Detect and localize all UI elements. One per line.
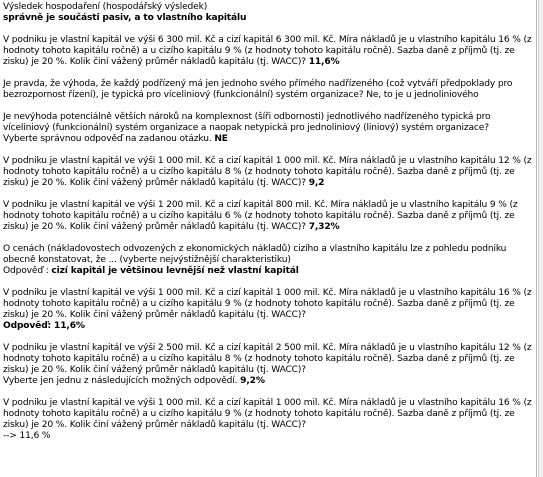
answer-4: 9,2	[308, 178, 325, 188]
header-line-2: správně je součásti pasiv, a to vlastního kapitálu	[3, 13, 247, 23]
answer-6: cizí kapitál je většinou levnější než vlastní kapitál	[51, 266, 299, 276]
question-9: V podniku je vlastní kapitál ve výši 1 000 mil. Kč a cizí kapitál 1 000 mil. Kč. Míra nákladů je u vlastního kapitálu 16 % (z hodnoty tohoto kapitálu ročně) a u cizího kapitálu 9 % (z hodnoty tohoto kapitálu ročně). Sazba daně z příjmů (tj. ze zisku) je 20 %. Kolik činí vážený průměr nákladů kapitálu (tj. WACC)?	[3, 398, 532, 430]
question-3: Je nevýhoda potenciálně větších nároků na komplexnost (šíři odbornosti) jednotlivého nadřízeného typická pro víceliniový (funkcionální) systém organizace a naopak netypická pro jednoliniový (liniový) systém organizace?	[3, 112, 491, 133]
question-3-prompt: Vyberte správnou odpověď na zadanou otázku. NE	[3, 134, 228, 144]
question-8-prompt: Vyberte jen jednu z následujících možných odpovědí. 9,2%	[3, 376, 265, 386]
question-6-answer: Odpověď : cizí kapitál je většinou levnější než vlastní kapitál	[3, 266, 299, 276]
question-6: O cenách (nákladovostech odvozených z ekonomických nákladů) cizího a vlastního kapitálu lze z pohledu podniku obecně konstatovat, že ... (vyberte nejvýstižnější charakteristiku)	[3, 244, 507, 265]
vertical-scrollbar[interactable]	[538, 0, 543, 477]
question-1: V podniku je vlastní kapitál ve výši 6 300 mil. Kč a cizí kapitál 6 300 mil. Kč. Míra nákladů je u vlastního kapitálu 16 % (z hodnoty tohoto kapitálu ročně) a u cizího kapitálu 9 % (z hodnoty tohoto kapitálu ročně). Sazba daně z příjmů (tj. ze zisku) je 20 %. Kolik činí vážený průměr nákladů kapitálu (tj. WACC)? 11,6%	[3, 35, 532, 67]
answer-7: Odpověď: 11,6%	[3, 321, 85, 331]
answer-1: 11,6%	[308, 57, 340, 67]
question-7: V podniku je vlastní kapitál ve výši 1 000 mil. Kč a cizí kapitál 1 000 mil. Kč. Míra nákladů je u vlastního kapitálu 16 % (z hodnoty tohoto kapitálu ročně) a u cizího kapitálu 9 % (z hodnoty tohoto kapitálu ročně). Sazba daně z příjmů (tj. ze zisku) je 20 %. Kolik činí vážený průměr nákladů kapitálu (tj. WACC)?	[3, 288, 532, 320]
question-8: V podniku je vlastní kapitál ve výši 2 500 mil. Kč a cizí kapitál 2 500 mil. Kč. Míra nákladů je u vlastního kapitálu 12 % (z hodnoty tohoto kapitálu ročně) a u cizího kapitálu 8 % (z hodnoty tohoto kapitálu ročně). Sazba daně z příjmů (tj. ze zisku) je 20 %. Kolik činí vážený průměr nákladů kapitálu (tj. WACC)?	[3, 343, 532, 375]
question-2: Je pravda, že výhoda, že každý podřízený má jen jednoho svého přímého nadřízeného (což vytváří předpoklady pro bezrozpornost řízení), je typická pro víceliniový (funkcionální) systém organizace? Ne, to je u jednoliniového	[3, 79, 513, 100]
answer-8: 9,2%	[240, 376, 265, 386]
answer-5: 7,32%	[308, 222, 340, 232]
question-5: V podniku je vlastní kapitál ve výši 1 200 mil. Kč a cizí kapitál 800 mil. Kč. Míra nákladů je u vlastního kapitálu 9 % (z hodnoty tohoto kapitálu ročně) a u cizího kapitálu 6 % (z hodnoty tohoto kapitálu ročně). Sazba daně z příjmů (tj. ze zisku) je 20 %. Kolik činí vážený průměr nákladů kapitálu (tj. WACC)? 7,32%	[3, 200, 518, 232]
question-4: V podniku je vlastní kapitál ve výši 1 000 mil. Kč a cizí kapitál 1 000 mil. Kč. Míra nákladů je u vlastního kapitálu 12 % (z hodnoty tohoto kapitálu ročně) a u cizího kapitálu 8 % (z hodnoty tohoto kapitálu ročně). Sazba daně z příjmů (tj. ze zisku) je 20 %. Kolik činí vážený průměr nákladů kapitálu (tj. WACC)? 9,2	[3, 156, 532, 188]
answer-9: --> 11,6 %	[3, 431, 51, 441]
header-line-1: Výsledek hospodaření (hospodářský výsledek)	[3, 2, 208, 12]
answer-3: NE	[214, 134, 228, 144]
